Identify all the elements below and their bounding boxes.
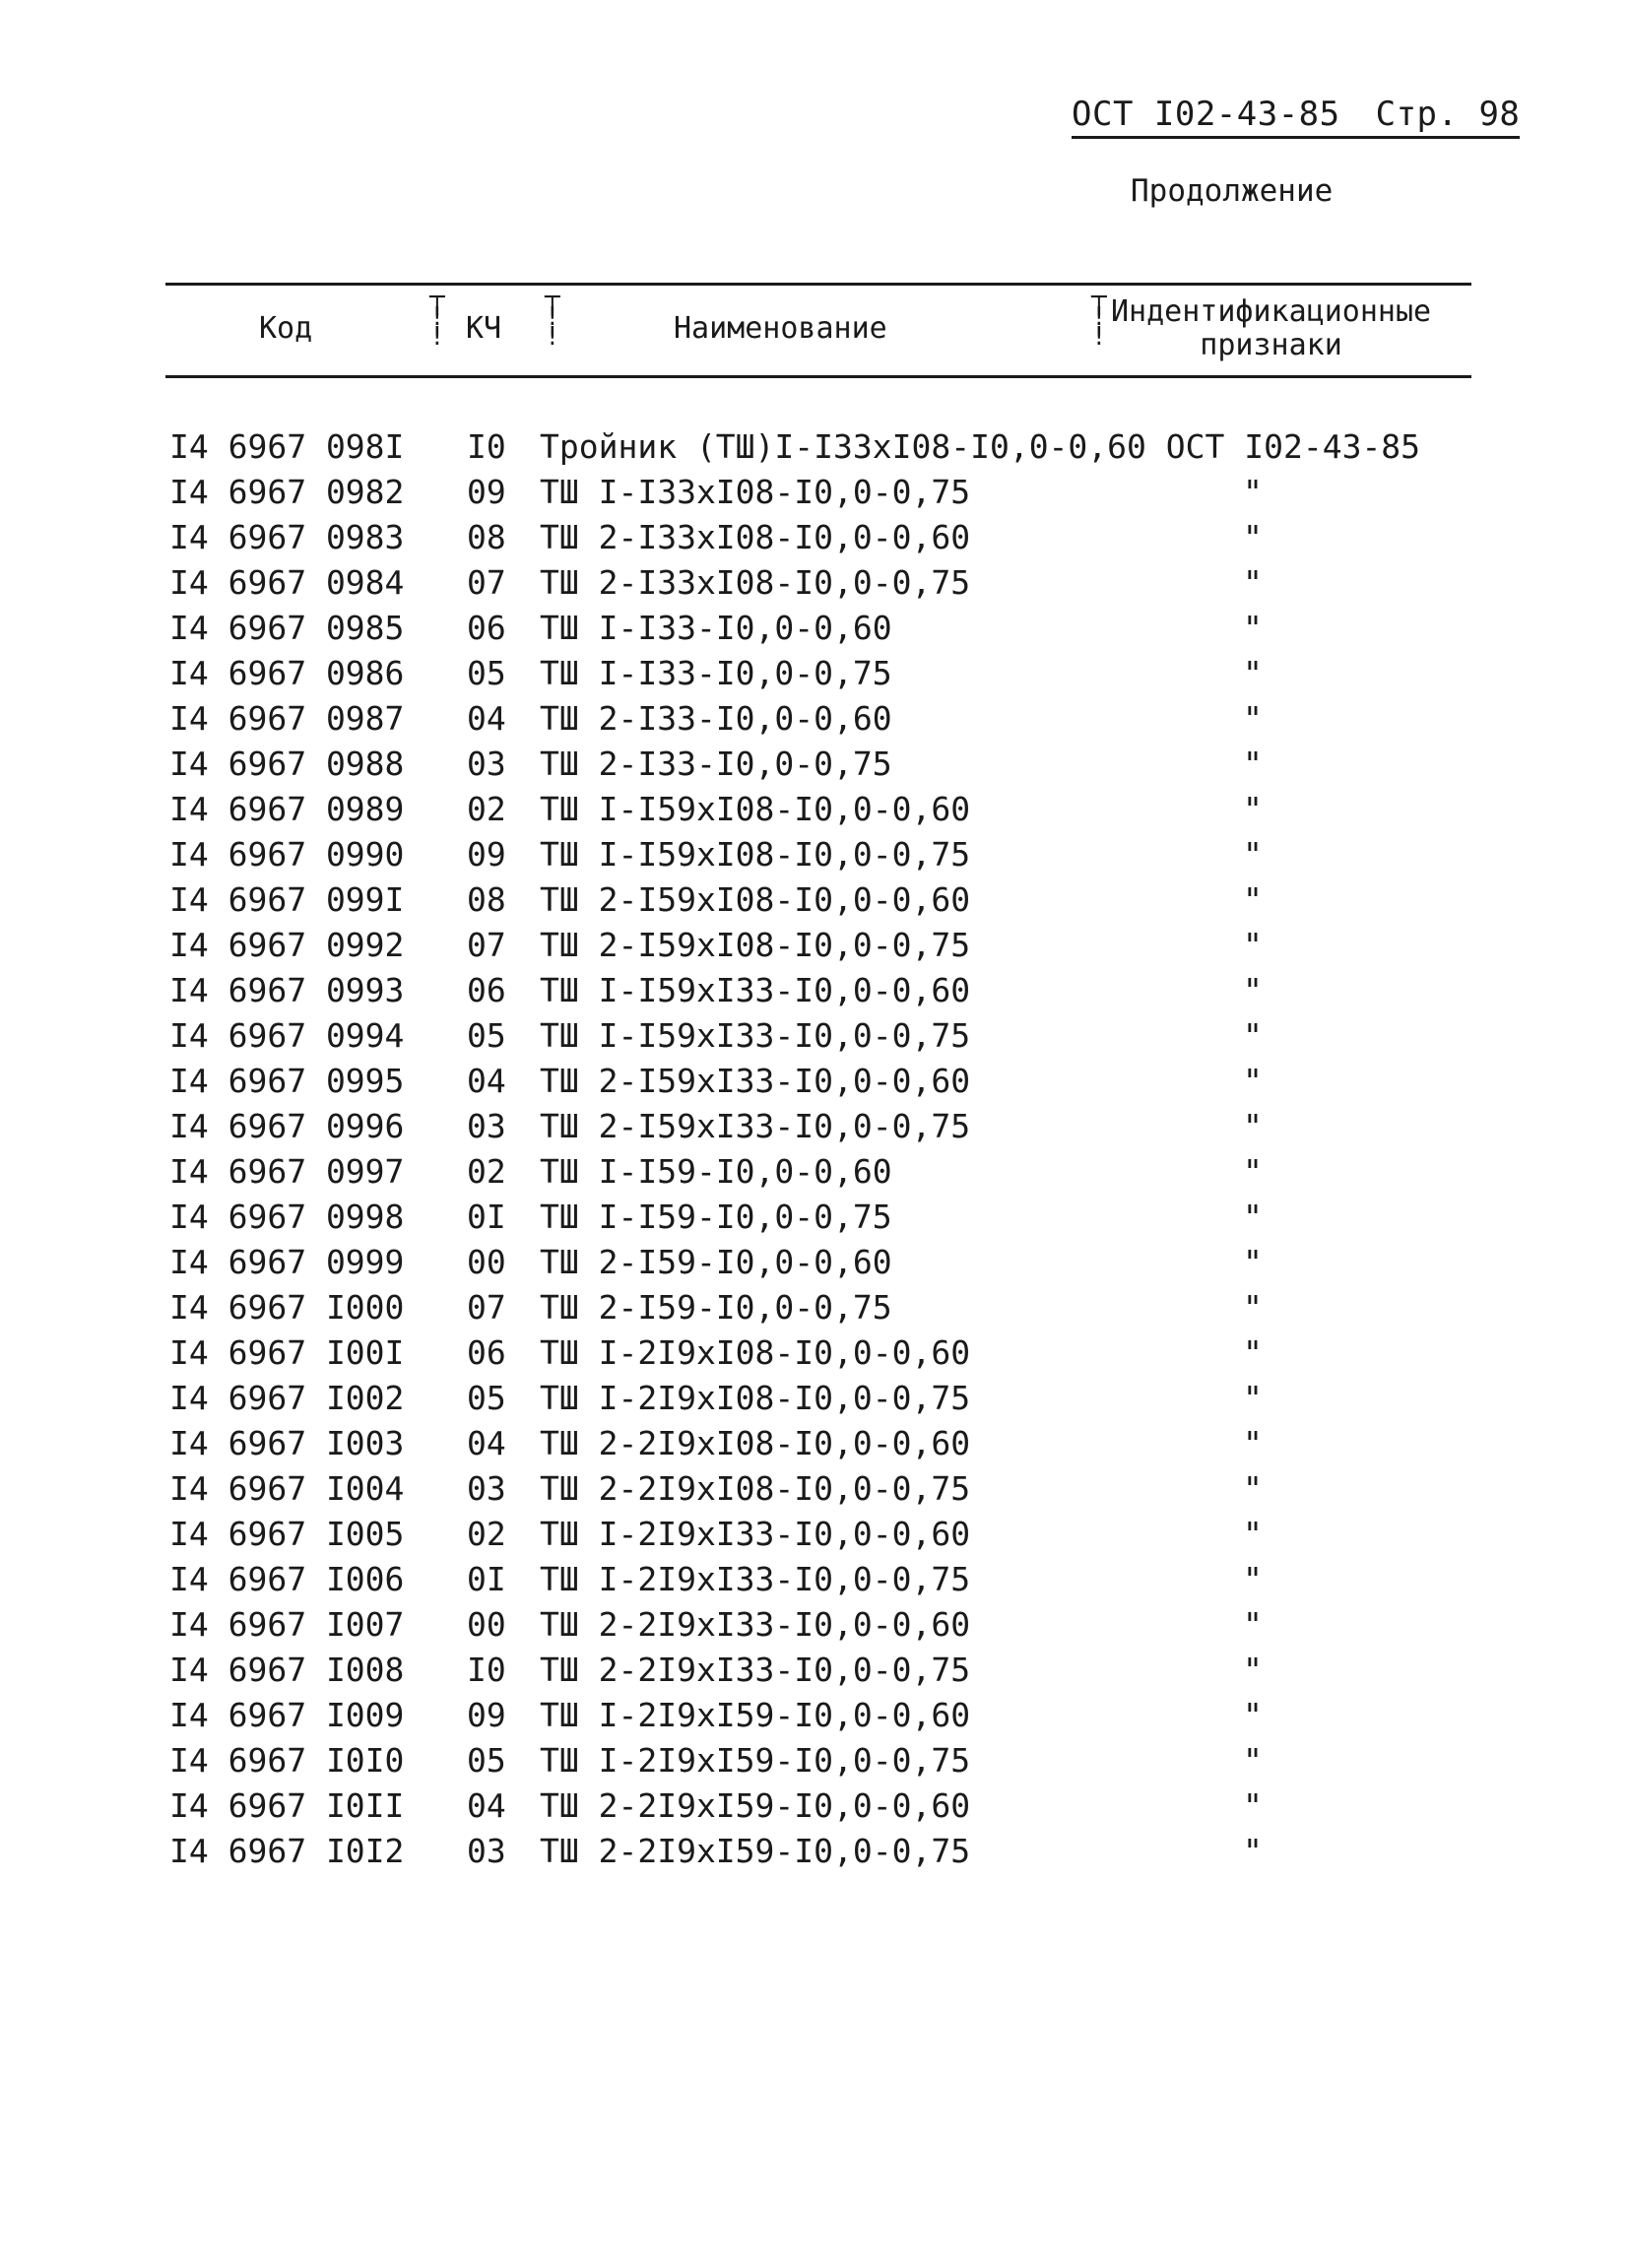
cell-ident: " (1243, 1741, 1263, 1780)
column-header-ident-line2: признаки (1200, 328, 1342, 362)
cell-name: ТШ 2-I59xI08-I0,0-0,75 (540, 926, 971, 964)
cell-name: ТШ 2-I33xI08-I0,0-0,60 (540, 518, 971, 556)
cell-code: I4 6967 I002 (169, 1379, 405, 1417)
cell-name: ТШ I-I59xI08-I0,0-0,60 (540, 790, 971, 828)
cell-name: ТШ 2-2I9xI08-I0,0-0,75 (540, 1469, 971, 1508)
cell-name: ТШ I-I59xI33-I0,0-0,75 (540, 1016, 971, 1055)
cell-ident: " (1243, 563, 1263, 602)
cell-code: I4 6967 0990 (169, 835, 405, 874)
cell-ident: " (1243, 926, 1263, 964)
cell-ident: " (1243, 699, 1263, 738)
table-top-rule (165, 283, 1471, 286)
cell-ident: " (1243, 654, 1263, 692)
document-number: ОСТ I02-43-85 (1072, 95, 1340, 134)
cell-code: I4 6967 098I (169, 427, 405, 466)
cell-code: I4 6967 0992 (169, 926, 405, 964)
cell-kch: 04 (467, 1786, 506, 1825)
cell-code: I4 6967 0998 (169, 1198, 405, 1236)
cell-code: I4 6967 0986 (169, 654, 405, 692)
cell-ident: " (1243, 1288, 1263, 1327)
cell-code: I4 6967 0989 (169, 790, 405, 828)
cell-code: I4 6967 0982 (169, 473, 405, 511)
cell-kch: 09 (467, 1696, 506, 1734)
cell-code: I4 6967 0999 (169, 1243, 405, 1281)
cell-kch: 03 (467, 1469, 506, 1508)
cell-kch: 0I (467, 1198, 506, 1236)
cell-ident: " (1243, 835, 1263, 874)
cell-kch: 06 (467, 971, 506, 1009)
cell-kch: I0 (467, 427, 506, 466)
cell-kch: 00 (467, 1243, 506, 1281)
cell-kch: 04 (467, 1424, 506, 1462)
cell-ident: " (1243, 1832, 1263, 1870)
cell-code: I4 6967 0987 (169, 699, 405, 738)
cell-kch: 08 (467, 880, 506, 919)
cell-ident: " (1243, 745, 1263, 783)
cell-name: ТШ I-I33-I0,0-0,60 (540, 609, 892, 647)
cell-name: ТШ 2-2I9xI08-I0,0-0,60 (540, 1424, 971, 1462)
cell-code: I4 6967 I006 (169, 1560, 405, 1598)
cell-ident: " (1243, 1560, 1263, 1598)
cell-kch: 04 (467, 1062, 506, 1100)
cell-name: ТШ I-I33xI08-I0,0-0,75 (540, 473, 971, 511)
cell-name: ТШ 2-I33xI08-I0,0-0,75 (540, 563, 971, 602)
cell-ident: " (1243, 1333, 1263, 1372)
cell-name: ТШ 2-I59xI33-I0,0-0,60 (540, 1062, 971, 1100)
cell-name: ТШ I-2I9xI33-I0,0-0,60 (540, 1515, 971, 1553)
cell-code: I4 6967 I005 (169, 1515, 405, 1553)
cell-ident: " (1243, 971, 1263, 1009)
column-header-name: Наименование (674, 311, 887, 346)
cell-code: I4 6967 I0II (169, 1786, 405, 1825)
cell-code: I4 6967 0983 (169, 518, 405, 556)
cell-name: ТШ I-2I9xI59-I0,0-0,75 (540, 1741, 971, 1780)
cell-name: ТШ I-2I9xI59-I0,0-0,60 (540, 1696, 971, 1734)
cell-code: I4 6967 0996 (169, 1107, 405, 1145)
cell-name: ТШ 2-I33-I0,0-0,75 (540, 745, 892, 783)
cell-name: ТШ I-2I9xI33-I0,0-0,75 (540, 1560, 971, 1598)
cell-code: I4 6967 0997 (169, 1152, 405, 1191)
cell-ident: " (1243, 1786, 1263, 1825)
cell-ident: " (1243, 1605, 1263, 1644)
document-header (1072, 95, 1520, 139)
cell-kch: 05 (467, 1741, 506, 1780)
cell-ident: " (1243, 1696, 1263, 1734)
cell-kch: 02 (467, 790, 506, 828)
cell-kch: 09 (467, 835, 506, 874)
cell-code: I4 6967 I007 (169, 1605, 405, 1644)
cell-code: I4 6967 0984 (169, 563, 405, 602)
cell-ident: " (1243, 1152, 1263, 1191)
cell-kch: 02 (467, 1515, 506, 1553)
cell-name: ТШ 2-I59xI08-I0,0-0,60 (540, 880, 971, 919)
continuation-label: Продолжение (1131, 173, 1334, 209)
cell-name: ТШ I-I59-I0,0-0,75 (540, 1198, 892, 1236)
cell-ident: " (1243, 1062, 1263, 1100)
cell-code: I4 6967 0988 (169, 745, 405, 783)
cell-kch: 02 (467, 1152, 506, 1191)
cell-code: I4 6967 099I (169, 880, 405, 919)
cell-kch: 04 (467, 699, 506, 738)
cell-kch: 05 (467, 1016, 506, 1055)
cell-code: I4 6967 0995 (169, 1062, 405, 1100)
cell-code: I4 6967 0985 (169, 609, 405, 647)
cell-kch: 09 (467, 473, 506, 511)
column-separator: ┬ ! ! (545, 283, 560, 352)
cell-kch: 03 (467, 745, 506, 783)
cell-name: ТШ I-I59xI33-I0,0-0,60 (540, 971, 971, 1009)
cell-ident: " (1243, 1424, 1263, 1462)
cell-code: I4 6967 I003 (169, 1424, 405, 1462)
column-separator: ┬ ! ! (1091, 283, 1107, 352)
cell-code: I4 6967 I00I (169, 1333, 405, 1372)
cell-kch: 05 (467, 654, 506, 692)
cell-ident: " (1243, 473, 1263, 511)
cell-kch: 06 (467, 1333, 506, 1372)
cell-code: I4 6967 I008 (169, 1651, 405, 1689)
column-separator: ┬ ! ! (429, 283, 445, 352)
cell-ident: " (1243, 790, 1263, 828)
cell-name: Тройник (ТШ)I-I33xI08-I0,0-0,60 ОСТ I02-43-85 (540, 427, 1421, 466)
cell-name: ТШ 2-I33-I0,0-0,60 (540, 699, 892, 738)
cell-ident: " (1243, 1651, 1263, 1689)
cell-ident: " (1243, 1198, 1263, 1236)
cell-name: ТШ I-2I9xI08-I0,0-0,60 (540, 1333, 971, 1372)
cell-name: ТШ 2-2I9xI59-I0,0-0,60 (540, 1786, 971, 1825)
cell-code: I4 6967 I0I2 (169, 1832, 405, 1870)
cell-kch: I0 (467, 1651, 506, 1689)
cell-ident: " (1243, 1515, 1263, 1553)
cell-ident: " (1243, 1107, 1263, 1145)
cell-kch: 07 (467, 1288, 506, 1327)
cell-ident: " (1243, 880, 1263, 919)
cell-code: I4 6967 I0I0 (169, 1741, 405, 1780)
cell-kch: 08 (467, 518, 506, 556)
cell-name: ТШ I-I59-I0,0-0,60 (540, 1152, 892, 1191)
cell-name: ТШ I-2I9xI08-I0,0-0,75 (540, 1379, 971, 1417)
cell-ident: " (1243, 1243, 1263, 1281)
cell-code: I4 6967 0993 (169, 971, 405, 1009)
cell-ident: " (1243, 1379, 1263, 1417)
cell-kch: 03 (467, 1832, 506, 1870)
cell-ident: " (1243, 518, 1263, 556)
cell-name: ТШ 2-I59-I0,0-0,60 (540, 1243, 892, 1281)
cell-kch: 07 (467, 926, 506, 964)
cell-ident: " (1243, 1469, 1263, 1508)
cell-kch: 0I (467, 1560, 506, 1598)
cell-name: ТШ 2-I59-I0,0-0,75 (540, 1288, 892, 1327)
cell-ident: " (1243, 609, 1263, 647)
cell-name: ТШ I-I59xI08-I0,0-0,75 (540, 835, 971, 874)
cell-kch: 05 (467, 1379, 506, 1417)
column-header-ident-line1: Индентификационные (1111, 294, 1432, 329)
table-header-bottom-rule (165, 375, 1471, 378)
cell-name: ТШ I-I33-I0,0-0,75 (540, 654, 892, 692)
column-header-code: Код (259, 311, 313, 346)
cell-name: ТШ 2-2I9xI33-I0,0-0,75 (540, 1651, 971, 1689)
cell-code: I4 6967 I000 (169, 1288, 405, 1327)
column-header-kch: КЧ (466, 311, 502, 346)
cell-code: I4 6967 0994 (169, 1016, 405, 1055)
cell-kch: 00 (467, 1605, 506, 1644)
cell-kch: 07 (467, 563, 506, 602)
cell-kch: 03 (467, 1107, 506, 1145)
cell-name: ТШ 2-2I9xI59-I0,0-0,75 (540, 1832, 971, 1870)
page-number: Стр. 98 (1375, 95, 1521, 134)
cell-ident: " (1243, 1016, 1263, 1055)
cell-code: I4 6967 I004 (169, 1469, 405, 1508)
cell-kch: 06 (467, 609, 506, 647)
column-header-ident (1111, 295, 1431, 362)
cell-code: I4 6967 I009 (169, 1696, 405, 1734)
cell-name: ТШ 2-I59xI33-I0,0-0,75 (540, 1107, 971, 1145)
cell-name: ТШ 2-2I9xI33-I0,0-0,60 (540, 1605, 971, 1644)
